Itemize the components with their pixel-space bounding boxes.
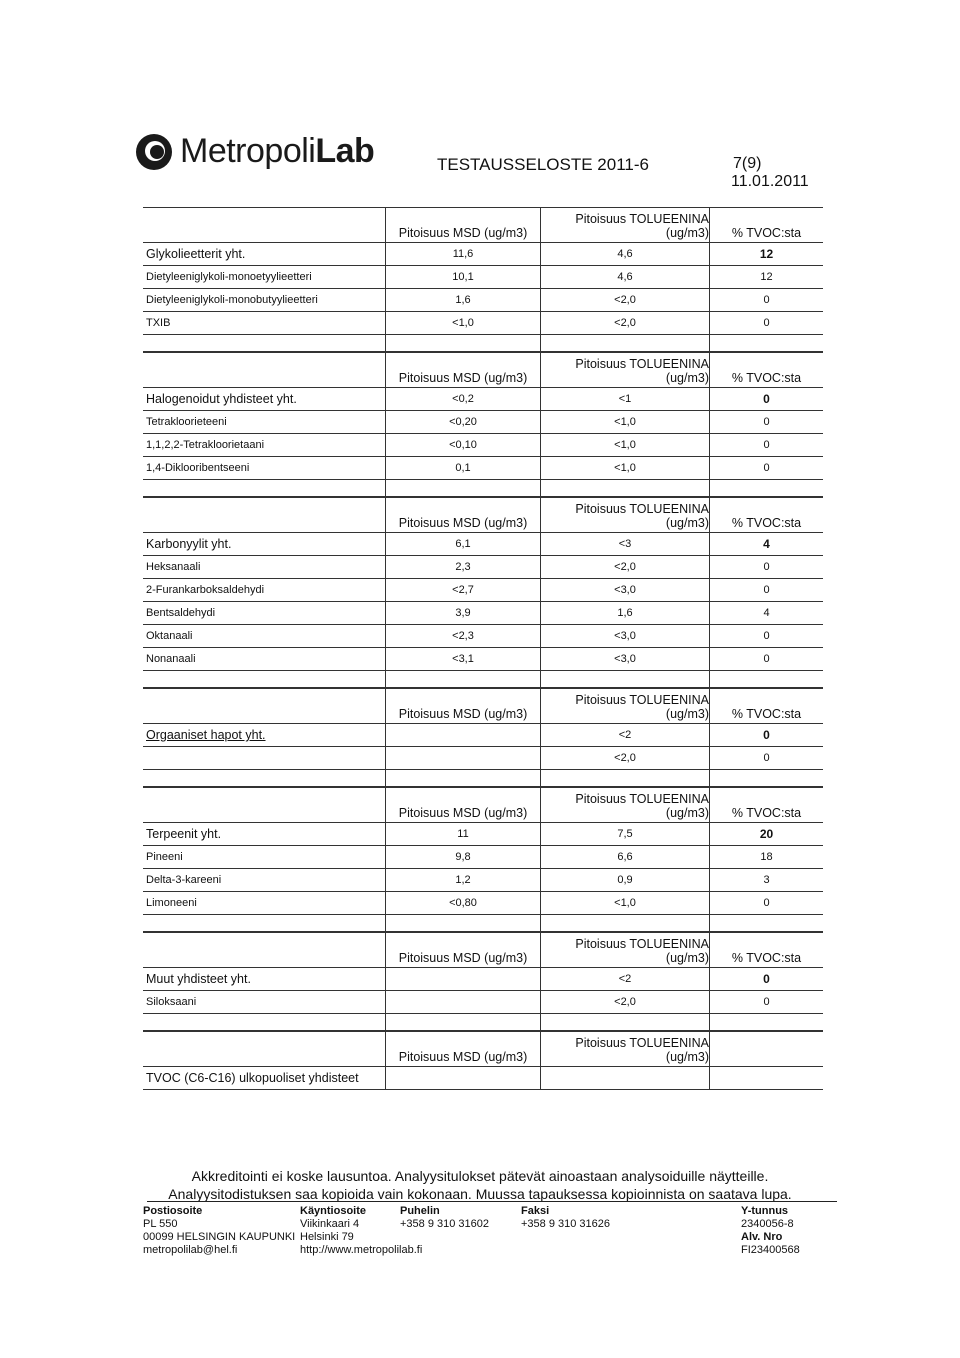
- header-toluene-line2: (ug/m3): [665, 371, 709, 385]
- compound-name: Siloksaani: [143, 991, 386, 1013]
- header-pct: % TVOC:sta: [731, 371, 802, 385]
- compound-toluene: 4,6: [541, 266, 710, 288]
- group-total-row: [143, 388, 823, 411]
- compound-msd: <0,80: [386, 892, 541, 914]
- header-blank: [143, 353, 386, 387]
- gap-cell: [143, 915, 386, 931]
- compound-msd: [386, 991, 541, 1013]
- header-toluene: [541, 498, 710, 532]
- gap-cell: [386, 335, 541, 351]
- gap-cell: [710, 770, 823, 786]
- gap-cell: [143, 480, 386, 496]
- compound-pct: 0: [763, 996, 770, 1008]
- compound-pct: 0: [763, 439, 770, 451]
- compound-name: [143, 747, 386, 769]
- gap-cell: [710, 671, 823, 687]
- group-total-row: [143, 243, 823, 266]
- compound-msd: 0,1: [386, 457, 541, 479]
- table-row: [143, 312, 823, 335]
- compound-pct: 0: [763, 653, 770, 665]
- header-toluene-line1: Pitoisuus TOLUEENINA: [575, 357, 709, 371]
- compound-name: Dietyleeniglykoli-monoetyylieetteri: [143, 266, 386, 288]
- compound-pct: 12: [760, 271, 773, 283]
- header-pct: % TVOC:sta: [731, 707, 802, 721]
- compound-toluene: 1,6: [541, 602, 710, 624]
- group-pct: 0: [763, 972, 770, 986]
- group-msd: 11: [386, 823, 541, 845]
- group-pct: 20: [759, 827, 774, 841]
- tvoc-msd: [386, 1067, 541, 1089]
- compound-name: Oktanaali: [143, 625, 386, 647]
- compound-toluene: <2,0: [541, 556, 710, 578]
- footer-phone: Puhelin +358 9 310 31602: [400, 1205, 490, 1230]
- header-toluene: [541, 933, 710, 967]
- header-toluene: [541, 689, 710, 723]
- group-msd: 11,6: [386, 243, 541, 265]
- compound-name: Heksanaali: [143, 556, 386, 578]
- header-toluene-line1: Pitoisuus TOLUEENINA: [575, 937, 709, 951]
- group-toluene: <2: [541, 724, 710, 746]
- tvoc-row: [143, 1067, 823, 1090]
- compound-msd: <2,3: [386, 625, 541, 647]
- gap-cell: [541, 770, 710, 786]
- header-msd: Pitoisuus MSD (ug/m3): [386, 689, 541, 723]
- header-pct: [710, 1032, 823, 1066]
- table-row: [143, 991, 823, 1014]
- copy-note: Analyysitodistuksen saa kopioida vain kokonaan. Muussa tapauksessa kopioinnista on saatava lupa.: [168, 1186, 792, 1202]
- compound-toluene: <3,0: [541, 625, 710, 647]
- group-title: Halogenoidut yhdisteet yht.: [143, 388, 386, 410]
- compound-pct: 0: [763, 897, 770, 909]
- header-pct: % TVOC:sta: [731, 951, 802, 965]
- group-total-row: [143, 533, 823, 556]
- gap-cell: [386, 770, 541, 786]
- header-toluene-line1: Pitoisuus TOLUEENINA: [575, 792, 709, 806]
- table-gap: [143, 671, 823, 688]
- compound-toluene: <2,0: [541, 289, 710, 311]
- gap-cell: [143, 770, 386, 786]
- compound-toluene: 0,9: [541, 869, 710, 891]
- header-blank: [143, 498, 386, 532]
- header-toluene-line2: (ug/m3): [665, 951, 709, 965]
- table-row: [143, 411, 823, 434]
- table-row: [143, 625, 823, 648]
- gap-cell: [541, 915, 710, 931]
- header-toluene: [541, 353, 710, 387]
- header-msd: Pitoisuus MSD (ug/m3): [386, 208, 541, 242]
- table-header-row: [143, 688, 823, 724]
- table-header-row: [143, 1031, 823, 1067]
- gap-cell: [710, 915, 823, 931]
- table-gap: [143, 1014, 823, 1031]
- compound-name: 1,4-Diklooribentseeni: [143, 457, 386, 479]
- gap-cell: [143, 671, 386, 687]
- group-pct: 12: [759, 247, 774, 261]
- group-toluene: 7,5: [541, 823, 710, 845]
- header-toluene-line2: (ug/m3): [665, 806, 709, 820]
- gap-cell: [386, 1014, 541, 1030]
- table-gap: [143, 335, 823, 352]
- compound-name: Tetrakloorieteeni: [143, 411, 386, 433]
- header-msd: Pitoisuus MSD (ug/m3): [386, 353, 541, 387]
- compound-toluene: <1,0: [541, 434, 710, 456]
- compound-pct: 0: [763, 294, 770, 306]
- group-msd: [386, 968, 541, 990]
- group-title: Terpeenit yht.: [143, 823, 386, 845]
- gap-cell: [710, 1014, 823, 1030]
- footer-fax: Faksi +358 9 310 31626: [521, 1205, 611, 1230]
- report-title: TESTAUSSELOSTE 2011-6: [437, 155, 649, 174]
- compound-msd: <2,7: [386, 579, 541, 601]
- compound-msd: <0,10: [386, 434, 541, 456]
- table-gap: [143, 915, 823, 932]
- header-blank: [143, 933, 386, 967]
- report-date: 11.01.2011: [731, 173, 809, 190]
- table-header-row: [143, 497, 823, 533]
- tvoc-pct: [710, 1067, 823, 1089]
- table-gap: [143, 770, 823, 787]
- compound-pct: 0: [763, 584, 770, 596]
- gap-cell: [386, 671, 541, 687]
- compound-toluene: <2,0: [541, 747, 710, 769]
- compound-msd: 3,9: [386, 602, 541, 624]
- accreditation-note: Akkreditointi ei koske lausuntoa. Analyysitulokset pätevät ainoastaan analysoiduille näytteille.: [191, 1168, 769, 1184]
- table-header-row: [143, 207, 823, 243]
- footer-business-id: Y-tunnus 2340056-8 Alv. Nro FI23400568: [741, 1205, 800, 1256]
- group-msd: [386, 724, 541, 746]
- group-toluene: <1: [541, 388, 710, 410]
- table-row: [143, 869, 823, 892]
- compound-name: Pineeni: [143, 846, 386, 868]
- gap-cell: [541, 335, 710, 351]
- compound-msd: 10,1: [386, 266, 541, 288]
- header-pct: % TVOC:sta: [731, 806, 802, 820]
- header-msd: Pitoisuus MSD (ug/m3): [386, 1032, 541, 1066]
- header-toluene-line1: Pitoisuus TOLUEENINA: [575, 1036, 709, 1050]
- gap-cell: [541, 671, 710, 687]
- header-blank: [143, 788, 386, 822]
- compound-name: Delta-3-kareeni: [143, 869, 386, 891]
- header-toluene: [541, 208, 710, 242]
- header-toluene: [541, 788, 710, 822]
- group-total-row: [143, 968, 823, 991]
- group-title: Karbonyylit yht.: [143, 533, 386, 555]
- group-toluene: <3: [541, 533, 710, 555]
- footer-postal: Postiosoite PL 550 00099 HELSINGIN KAUPUNKI metropolilab@hel.fi: [143, 1205, 296, 1256]
- compound-pct: 3: [763, 874, 770, 886]
- group-pct: 0: [763, 392, 770, 406]
- header-toluene-line2: (ug/m3): [665, 516, 709, 530]
- table-row: [143, 457, 823, 480]
- table-row: [143, 892, 823, 915]
- compound-toluene: <1,0: [541, 457, 710, 479]
- gap-cell: [143, 1014, 386, 1030]
- group-toluene: 4,6: [541, 243, 710, 265]
- header-msd: Pitoisuus MSD (ug/m3): [386, 933, 541, 967]
- compound-name: Dietyleeniglykoli-monobutyylieetteri: [143, 289, 386, 311]
- results-table: [143, 207, 823, 1090]
- gap-cell: [541, 1014, 710, 1030]
- compound-toluene: 6,6: [541, 846, 710, 868]
- compound-name: 2-Furankarboksaldehydi: [143, 579, 386, 601]
- logo: [136, 132, 374, 171]
- compound-toluene: <3,0: [541, 579, 710, 601]
- group-title: Orgaaniset hapot yht.: [143, 724, 386, 746]
- compound-toluene: <1,0: [541, 411, 710, 433]
- header-blank: [143, 1032, 386, 1066]
- compound-pct: 18: [760, 851, 773, 863]
- group-msd: <0,2: [386, 388, 541, 410]
- compound-msd: [386, 747, 541, 769]
- compound-name: Nonanaali: [143, 648, 386, 670]
- header-msd: Pitoisuus MSD (ug/m3): [386, 788, 541, 822]
- compound-pct: 0: [763, 462, 770, 474]
- header-blank: [143, 208, 386, 242]
- table-row: [143, 556, 823, 579]
- table-row: [143, 266, 823, 289]
- compound-pct: 0: [763, 416, 770, 428]
- footer-visit: Käyntiosoite Viikinkaari 4 Helsinki 79 http://www.metropolilab.fi: [300, 1205, 423, 1256]
- table-header-row: [143, 787, 823, 823]
- table-header-row: [143, 352, 823, 388]
- compound-name: Limoneeni: [143, 892, 386, 914]
- compound-toluene: <2,0: [541, 312, 710, 334]
- header-toluene: [541, 1032, 710, 1066]
- compound-name: Bentsaldehydi: [143, 602, 386, 624]
- header-toluene-line2: (ug/m3): [665, 707, 709, 721]
- compound-pct: 0: [763, 630, 770, 642]
- group-pct: 0: [763, 728, 770, 742]
- compound-msd: 9,8: [386, 846, 541, 868]
- header-toluene-line2: (ug/m3): [665, 226, 709, 240]
- compound-toluene: <1,0: [541, 892, 710, 914]
- table-row: [143, 602, 823, 625]
- logo-text: MetropoliLab: [180, 132, 375, 170]
- header-toluene-line1: Pitoisuus TOLUEENINA: [575, 693, 709, 707]
- table-row: [143, 846, 823, 869]
- header-toluene-line1: Pitoisuus TOLUEENINA: [575, 502, 709, 516]
- group-msd: 6,1: [386, 533, 541, 555]
- header-toluene-line2: (ug/m3): [665, 1050, 709, 1064]
- header-toluene-line1: Pitoisuus TOLUEENINA: [575, 212, 709, 226]
- logo-icon: [136, 134, 172, 170]
- tvoc-toluene: [541, 1067, 710, 1089]
- compound-msd: 1,2: [386, 869, 541, 891]
- gap-cell: [710, 335, 823, 351]
- gap-cell: [541, 480, 710, 496]
- group-title: Muut yhdisteet yht.: [143, 968, 386, 990]
- table-header-row: [143, 932, 823, 968]
- header-pct: % TVOC:sta: [731, 226, 802, 240]
- header-msd: Pitoisuus MSD (ug/m3): [386, 498, 541, 532]
- compound-toluene: <3,0: [541, 648, 710, 670]
- compound-name: 1,1,2,2-Tetrakloorietaani: [143, 434, 386, 456]
- gap-cell: [386, 480, 541, 496]
- tvoc-title: TVOC (C6-C16) ulkopuoliset yhdisteet: [143, 1067, 386, 1089]
- compound-msd: 1,6: [386, 289, 541, 311]
- group-total-row: [143, 823, 823, 846]
- compound-pct: 4: [763, 607, 770, 619]
- compound-msd: <3,1: [386, 648, 541, 670]
- compound-msd: 2,3: [386, 556, 541, 578]
- table-row: [143, 434, 823, 457]
- table-gap: [143, 480, 823, 497]
- gap-cell: [143, 335, 386, 351]
- compound-toluene: <2,0: [541, 991, 710, 1013]
- group-toluene: <2: [541, 968, 710, 990]
- footer-divider: [147, 1201, 837, 1202]
- compound-pct: 0: [763, 561, 770, 573]
- compound-name: TXIB: [143, 312, 386, 334]
- page-number: 7(9): [733, 155, 762, 172]
- table-row: [143, 289, 823, 312]
- table-row: [143, 747, 823, 770]
- group-title: Glykolieetterit yht.: [143, 243, 386, 265]
- compound-msd: <0,20: [386, 411, 541, 433]
- compound-pct: 0: [763, 752, 770, 764]
- compound-msd: <1,0: [386, 312, 541, 334]
- header-pct: % TVOC:sta: [731, 516, 802, 530]
- header-blank: [143, 689, 386, 723]
- gap-cell: [710, 480, 823, 496]
- compound-pct: 0: [763, 317, 770, 329]
- group-pct: 4: [763, 537, 770, 551]
- group-total-row: [143, 724, 823, 747]
- table-row: [143, 579, 823, 602]
- gap-cell: [386, 915, 541, 931]
- table-row: [143, 648, 823, 671]
